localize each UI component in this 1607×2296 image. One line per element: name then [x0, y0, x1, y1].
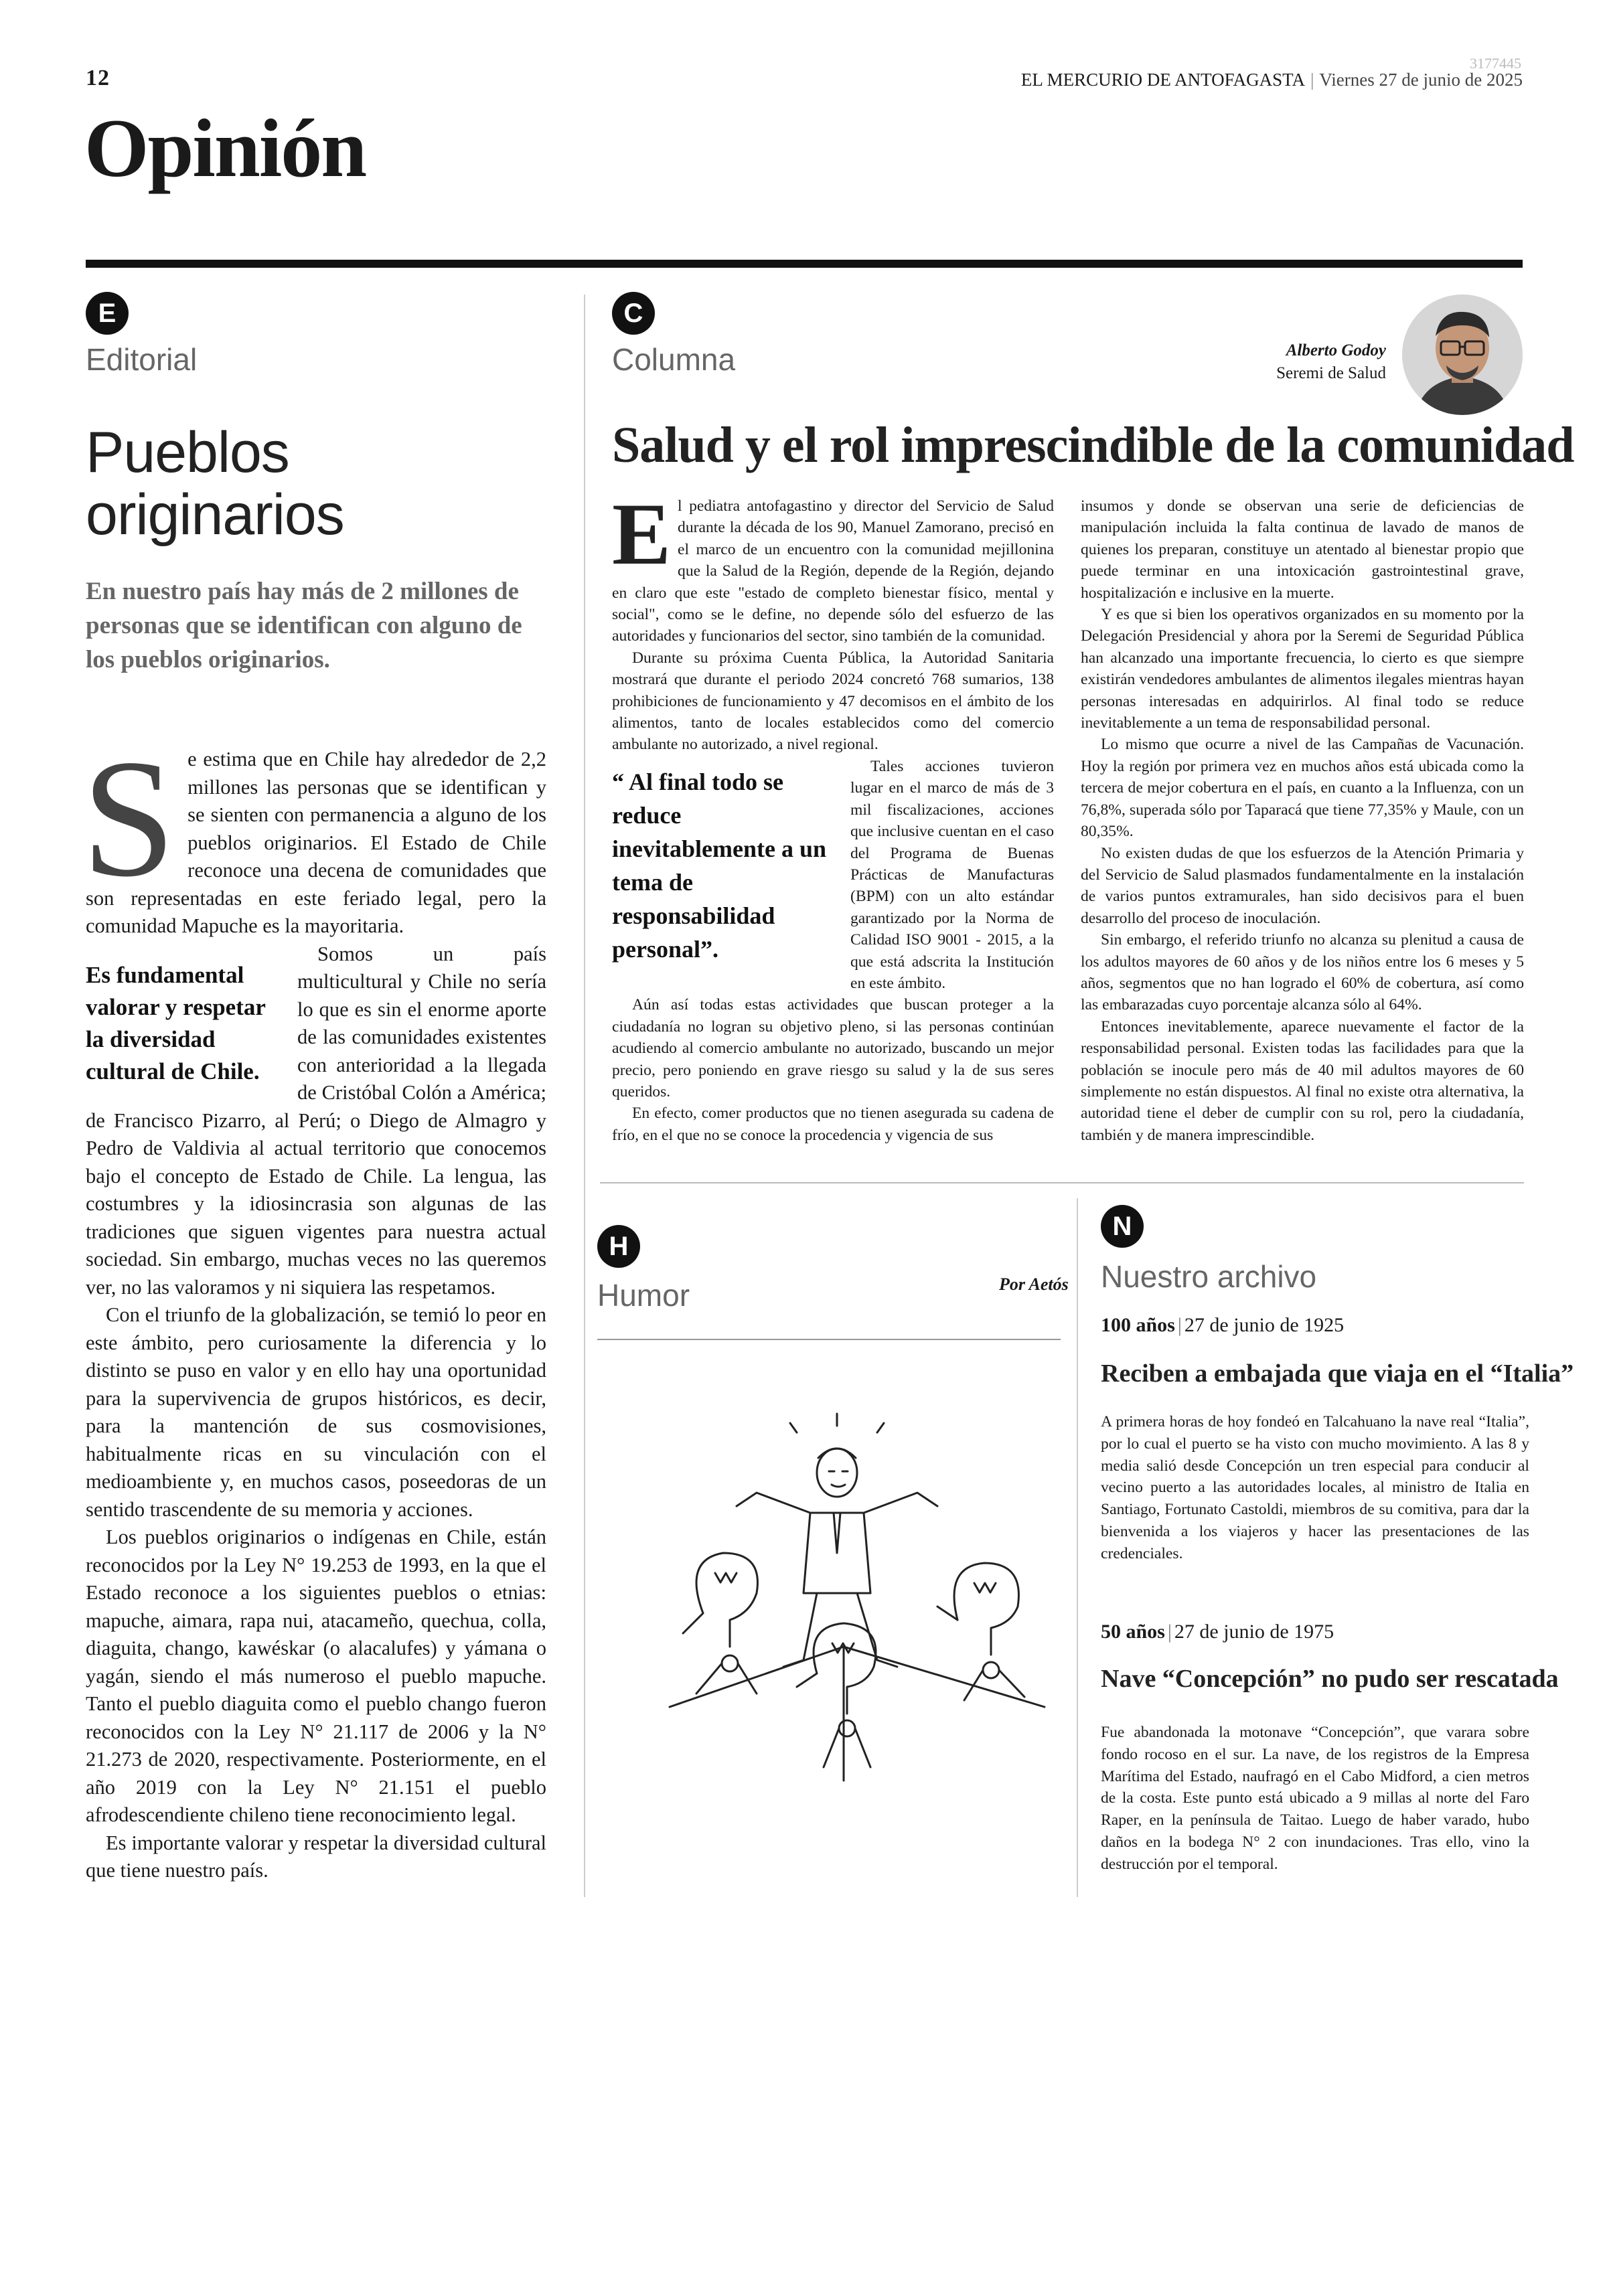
archive-item2-dateline: 50 años | 27 de junio de 1975	[1101, 1621, 1334, 1643]
editorial-paragraph-4: Los pueblos originarios o indígenas en Chile, están reconocidos por la Ley N° 19.253 de 1993, en la que el Estado reconoce a los siguientes pueblos o etnias: mapuche, aimara, rapa nui, atacameño, quechua, colla, diaguita, chango, kawéskar (o alacalufes) y yámana o yagán, siendo el más numeroso el pueblo mapuche. Tanto el pueblo diaguita como el pueblo chango fueron reconocidos con la Ley N° 21.117 de 2006 y la N° 21.273 de 2020, respectivamente. Posteriormente, en el año 2019 con la Ley N° 21.151 el pueblo afrodescendiente chileno tiene reconocimiento legal.	[86, 1526, 546, 1826]
column-paragraph-5: En efecto, comer productos que no tienen asegurada su cadena de frío, en el que no se conoce la procedencia y vigencia de sus	[612, 1104, 1054, 1144]
section-rule	[86, 260, 1523, 268]
archive-item1-dateline: 100 años | 27 de junio de 1925	[1101, 1314, 1345, 1336]
column-author-name: Alberto Godoy	[1286, 341, 1386, 359]
column-divider-left	[584, 295, 585, 1897]
column-paragraph-1: l pediatra antofagastino y director del Servicio de Salud durante la década de los 90, Manuel Zamorano, precisó en el marco de un encuentro con la comunidad mejillonina que la Salud de la Región, depende de la Región, dejando en claro que este "estado de completo bienestar físico, mental y social", como se le define, no depende sólo del esfuerzo de las autoridades y funcionarios del sector, sino también de la comunidad.	[612, 497, 1054, 645]
column-body-left	[612, 485, 1054, 1146]
archive-item1-years: 100 años	[1101, 1314, 1175, 1336]
column-paragraph-10: Sin embargo, el referido triunfo no alcanza su plenitud a causa de los adultos mayores de 60 años y de los niños entre los 6 meses y 5 años, segmentos que no han logrado el 60% de cobertura, así como las embarazadas cuyo porcentaje alcanza sólo al 64%.	[1081, 931, 1524, 1014]
section-title: Opinión	[84, 102, 366, 194]
column-paragraph-6: insumos y donde se observan una serie de deficiencias de manipulación incluida la falta continua de lavado de manos de quienes los preparan, constituye un atentado al bienestar propio que puede terminar en una intoxicación gastrointestinal grave, hospitalización e inclusive en la muerte.	[1081, 497, 1524, 602]
editorial-dropcap: S	[82, 724, 176, 912]
page-code: 3177445	[1470, 55, 1521, 72]
editorial-kicker: Editorial	[86, 342, 198, 377]
column-paragraph-9: No existen dudas de que los esfuerzos de la Atención Primaria y del Servicio de Salud plasmados fundamentalmente en la instalación de varios puntos extramurales, han sido decisivos para el buen desarrollo del proceso de inoculación.	[1081, 844, 1524, 927]
humor-cartoon	[643, 1392, 1071, 1794]
archive-item2-years: 50 años	[1101, 1621, 1165, 1643]
column-author-role: Seremi de Salud	[1276, 364, 1386, 382]
column-bottom-rule	[600, 1182, 1524, 1183]
editorial-paragraph-1: e estima que en Chile hay alrededor de 2,2 millones las personas que se identifican y se sienten con permanencia a alguno de los pueblos originarios. El Estado de Chile reconoce una decena de comunidades que son representadas en este feriado legal, pero la comunidad Mapuche es la mayoritaria.	[86, 748, 546, 937]
author-portrait-icon	[1402, 295, 1523, 415]
author-photo	[1402, 295, 1523, 415]
humor-rule	[597, 1339, 1061, 1340]
archive-badge: N	[1101, 1205, 1144, 1248]
archive-kicker: Nuestro archivo	[1101, 1259, 1317, 1294]
column-paragraph-7: Y es que si bien los operativos organizados en su momento por la Delegación Presidencial y ahora por la Seremi de Seguridad Pública han alcanzado una importante frecuencia, lo cierto es que siempre existirán vendedores ambulantes de alimentos ilegales mientras hayan personas interesadas en adquirirlos. Al final todo se reduce inevitablemente a un tema de responsabilidad personal.	[1081, 606, 1524, 732]
publication-date: Viernes 27 de junio de 2025	[1319, 70, 1523, 90]
archive-item1-date: 27 de junio de 1925	[1184, 1314, 1345, 1336]
column-paragraph-3: Tales acciones tuvieron lugar en el marco de más de 3 mil fiscalizaciones, acciones que inclusive cuentan en el caso del Programa de Buenas Prácticas de Manufacturas (BPM) con un alto estándar garantizado por la Norma de Calidad ISO 9001 - 2015, a la que está adscrita la Institución en este ámbito.	[850, 757, 1054, 992]
editorial-title-line2: originarios	[86, 482, 344, 547]
column-body-right	[1081, 495, 1524, 1146]
column-paragraph-8: Lo mismo que ocurre a nivel de las Campañas de Vacunación. Hoy la región por primera vez en muchos años está ubicada como la tercera de mejor cobertura en el país, en cuanto a la Influenza, con un 76,8%, superada sólo por Taparacá que tiene 77,35% y Maule, con un 80,35%.	[1081, 736, 1524, 841]
column-paragraph-2: Durante su próxima Cuenta Pública, la Autoridad Sanitaria mostrará que durante el periodo 2024 concretó 768 sumarios, 138 prohibiciones de funcionamiento y 47 decomisos en el ámbito de los alimentos, tanto de locales establecidos como del comercio ambulante no autorizado, a nivel regional.	[612, 649, 1054, 754]
column-title: Salud y el rol imprescindible de la comunidad	[612, 417, 1574, 473]
editorial-body	[82, 724, 546, 1885]
humor-kicker: Humor	[597, 1278, 690, 1313]
column-kicker: Columna	[612, 342, 736, 377]
masthead: EL MERCURIO DE ANTOFAGASTA | Viernes 27 de junio de 2025	[1020, 70, 1523, 90]
column-paragraph-11: Entonces inevitablemente, aparece nuevamente el factor de la responsabilidad personal. Existen todas las facilidades para que la población se inocule pero más de 40 mil adultos mayores de 60 simplemente no están dispuestos. Al final no existe otra alternativa, la autoridad tiene el deber de cumplir con su rol, pero la ciudadanía, también y de manera imprescindible.	[1081, 1017, 1524, 1144]
editorial-paragraph-2: Somos un país multicultural y Chile no sería lo que es sin el enorme aporte de las comunidades existentes con anterioridad a la llegada de Cristóbal Colón a América; de Francisco Pizarro, al Perú; o Diego de Almagro y Pedro de Valdivia al actual territorio que conocemos bajo el concepto de Estado de Chile. La lengua, las costumbres y la idiosincrasia son algunas de las tradiciones que siguen vigentes para nuestra actual sociedad. Sin embargo, muchas veces no las queremos ver, no las valoramos y ni siquiera las respetamos.	[86, 942, 546, 1299]
publication-name: EL MERCURIO DE ANTOFAGASTA	[1020, 70, 1306, 90]
archive-item1-title: Reciben a embajada que viaja en el “Italia”	[1101, 1360, 1574, 1388]
page-number: 12	[86, 66, 110, 90]
humor-byline: Por Aetós	[999, 1275, 1069, 1294]
column-paragraph-4: Aún así todas estas actividades que buscan proteger a la ciudadanía no logran su objetivo pleno, si las personas continúan acudiendo al comercio ambulante no autorizado, buscando un mejor precio, pero poniendo en grave riesgo su salud y la de sus seres queridos.	[612, 996, 1054, 1100]
editorial-title	[86, 422, 554, 546]
editorial-lead: En nuestro país hay más de 2 millones de personas que se identifican con alguno de los pueblos originarios.	[86, 578, 522, 674]
humor-badge: H	[597, 1225, 640, 1268]
column-badge: C	[612, 292, 655, 335]
editorial-title-line1: Pueblos	[86, 420, 289, 485]
archive-item1-body: A primera horas de hoy fondeó en Talcahuano la nave real “Italia”, por lo cual el puerto se ha visto con mucho movimiento. A las 8 y media salió desde Concepción un tren especial para conducir al vecino puerto a las autoridades locales, al ministro de Italia en Santiago, Fortunato Castoldi, miembros de su comitiva, para dar la bienvenida a los viajeros y hacer las presentaciones de las credenciales.	[1101, 1413, 1529, 1562]
column-dropcap: E	[612, 485, 672, 583]
archive-item2-body: Fue abandonada la motonave “Concepción”, que varara sobre fondo rocoso en el sur. La nave, de los registros de la Empresa Marítima del Estado, naufragó en el Cabo Midford, a cien metros de la costa. Este punto está ubicado a 9 millas al norte del Faro Raper, en la península de Taitao. Luego de haber varado, hubo daños en la bodega N° 2 con inundaciones. Tras ello, vino la destrucción por el temporal.	[1101, 1724, 1529, 1873]
archive-item2-date: 27 de junio de 1975	[1174, 1621, 1334, 1643]
editorial-paragraph-3: Con el triunfo de la globalización, se temió lo peor en este ámbito, pero curiosamente la diferencia y lo distinto se puso en valor y en ello hay una oportunidad para la supervivencia de grupos históricos, es decir, para la mantención de sus cosmovisiones, habitualmente ricas en su vinculación con el medioambiente y, en muchos casos, poseedoras de un sentido trascendente de su memoria y acciones.	[86, 1303, 546, 1521]
editorial-pull-quote: Es fundamental valorar y respetar la diversidad cultural de Chile.	[86, 961, 266, 1084]
column-pull-quote: “ Al final todo se reduce inevitablemente a un tema de responsabilidad personal”.	[612, 768, 826, 963]
archive-item2-title: Nave “Concepción” no pudo ser rescatada	[1101, 1665, 1559, 1693]
column-divider-bottom	[1077, 1198, 1078, 1897]
editorial-badge: E	[86, 292, 129, 335]
editorial-paragraph-5: Es importante valorar y respetar la diversidad cultural que tiene nuestro país.	[86, 1831, 546, 1882]
